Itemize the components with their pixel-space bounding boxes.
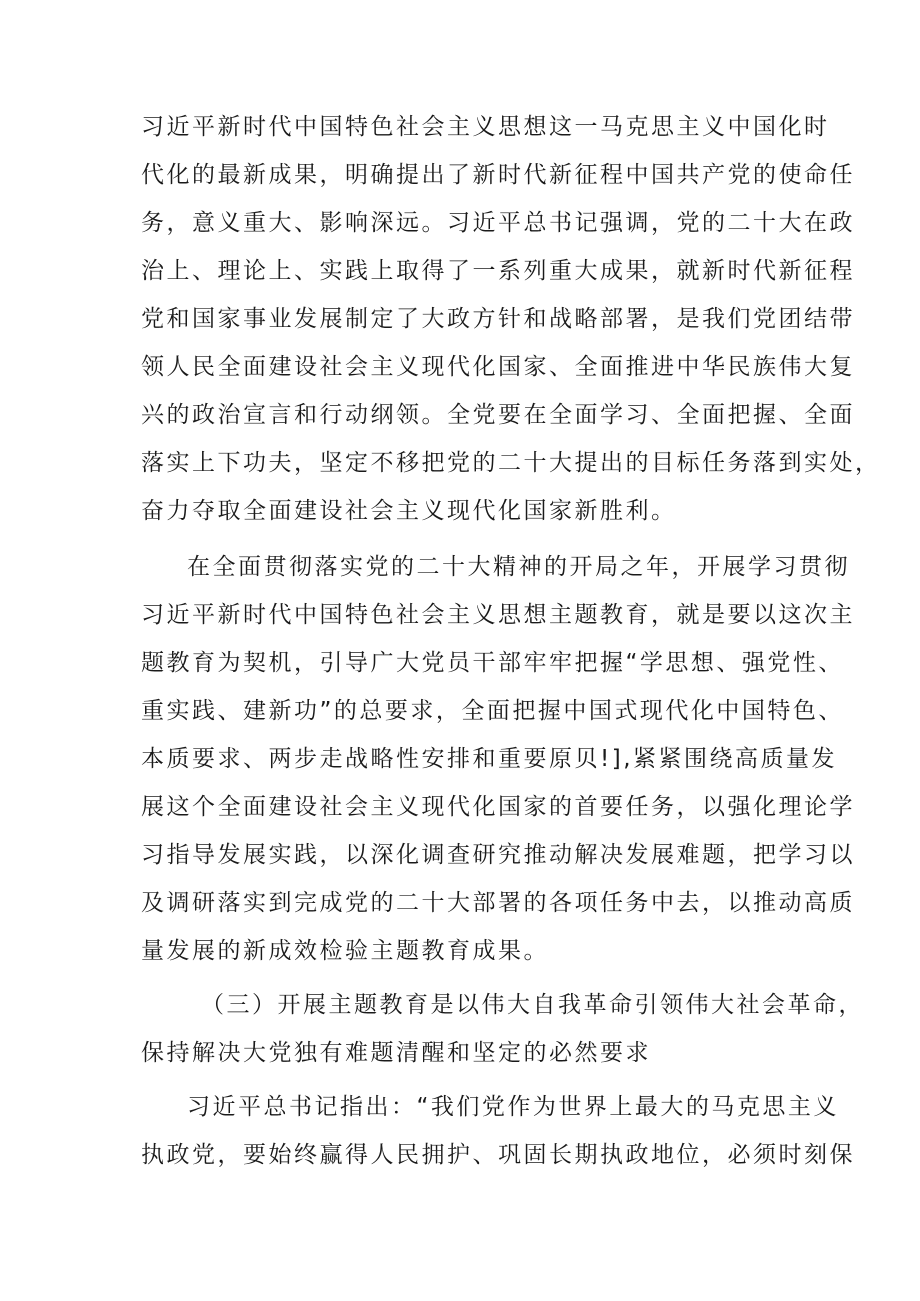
section-heading: （三）开展主题教育是以伟大自我革命引领伟大社会革命， [201, 992, 864, 1018]
paragraph-line: 题教育为契机，引导广大党员干部牢牢把握“学思想、强党性、 [141, 650, 844, 676]
paragraph-line: 展这个全面建设社会主义现代化国家的首要任务，以强化理论学 [141, 794, 855, 820]
section-heading-continuation: 保持解决大党独有难题清醒和坚定的必然要求 [141, 1040, 651, 1066]
paragraph-line: 奋力夺取全面建设社会主义现代化国家新胜利。 [141, 498, 677, 524]
paragraph-line: 兴的政治宣言和行动纲领。全党要在全面学习、全面把握、全面 [141, 402, 855, 428]
paragraph-line: 代化的最新成果，明确提出了新时代新征程中国共产党的使命任 [141, 162, 855, 188]
paragraph-line: 量发展的新成效检验主题教育成果。 [141, 938, 549, 964]
paragraph-line: 党和国家事业发展制定了大政方针和战略部署，是我们党团结带 [141, 306, 855, 332]
paragraph-line: 执政党，要始终赢得人民拥护、巩固长期执政地位，必须时刻保 [141, 1142, 855, 1168]
paragraph-line: 治上、理论上、实践上取得了一系列重大成果，就新时代新征程 [141, 258, 855, 284]
paragraph-line: 及调研落实到完成党的二十大部署的各项任务中去，以推动高质 [141, 890, 855, 916]
paragraph-line: 领人民全面建设社会主义现代化国家、全面推进中华民族伟大复 [141, 354, 855, 380]
paragraph-line: 习近平新时代中国特色社会主义思想这一马克思主义中国化时 [141, 114, 830, 140]
paragraph-line: 习近平新时代中国特色社会主义思想主题教育，就是要以这次主 [141, 602, 855, 628]
paragraph-first-line: 在全面贯彻落实党的二十大精神的开局之年，开展学习贯彻 [187, 554, 850, 580]
paragraph-line: 习指导发展实践，以深化调查研究推动解决发展难题，把学习以 [141, 842, 855, 868]
paragraph-line: 务，意义重大、影响深远。习近平总书记强调，党的二十大在政 [141, 210, 855, 236]
paragraph-line: 落实上下功夫，坚定不移把党的二十大提出的目标任务落到实处， [141, 450, 881, 476]
paragraph-first-line: 习近平总书记指出：“我们党作为世界上最大的马克思主义 [187, 1094, 839, 1120]
paragraph-line: 本质要求、两步走战略性安排和重要原贝!],紧紧围绕高质量发 [141, 746, 838, 772]
paragraph-line: 重实践、建新功”的总要求，全面把握中国式现代化中国特色、 [141, 698, 844, 724]
